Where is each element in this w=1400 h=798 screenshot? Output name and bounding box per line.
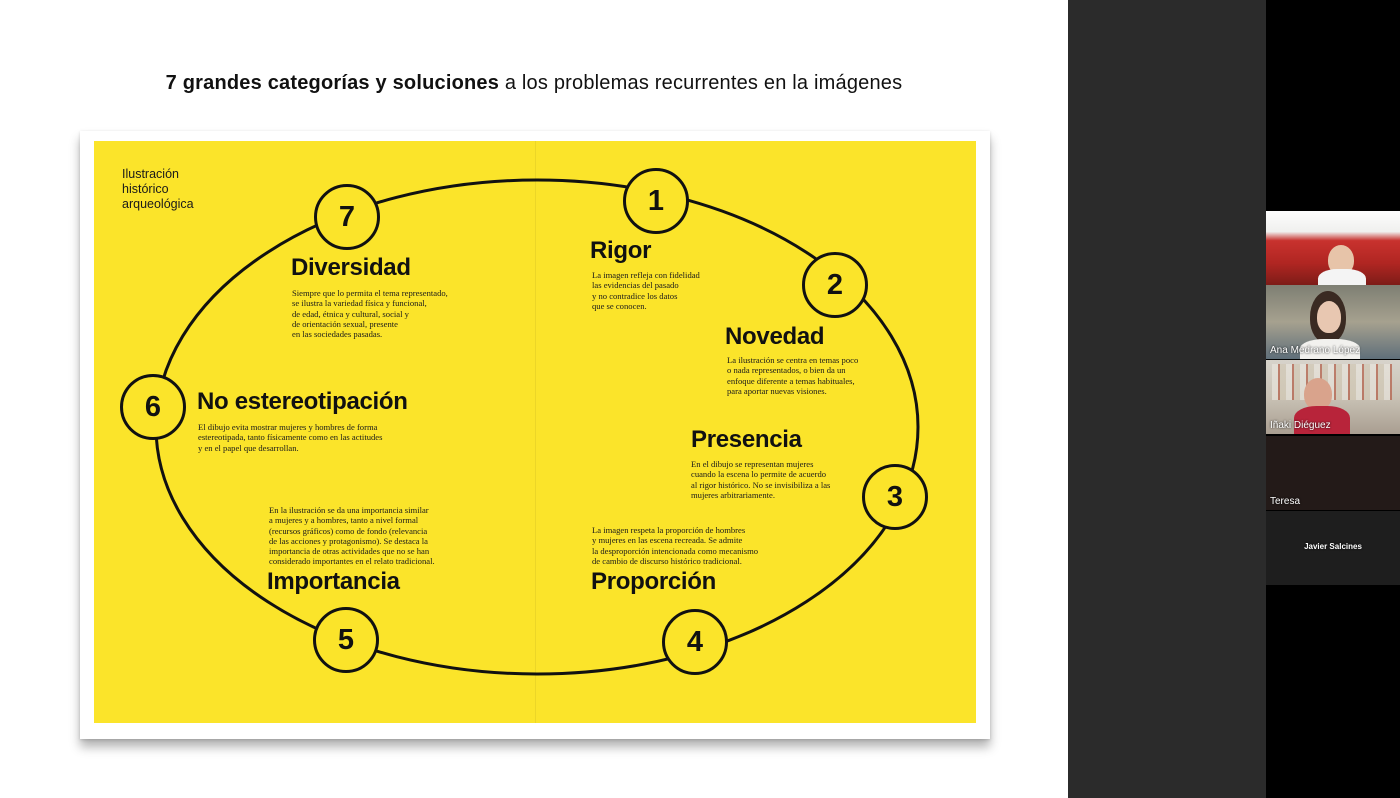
poster-tag: Ilustración histórico arqueológica — [122, 167, 194, 211]
category-desc-diversidad: Siempre que lo permita el tema representado, se ilustra la variedad física y funcional, de edad, étnica y cultural, social y de orientación sexual, presente en las sociedades pasadas. — [292, 288, 448, 340]
category-number-4: 4 — [662, 609, 728, 675]
poster-card — [80, 131, 990, 739]
category-number-6: 6 — [120, 374, 186, 440]
category-number-5: 5 — [313, 607, 379, 673]
category-title-importancia: Importancia — [267, 568, 400, 595]
participant-name: Javier Salcines — [1304, 542, 1362, 551]
category-number-1: 1 — [623, 168, 689, 234]
category-title-presencia: Presencia — [691, 426, 802, 453]
category-number-7: 7 — [314, 184, 380, 250]
category-title-rigor: Rigor — [590, 237, 652, 264]
poster — [94, 141, 976, 723]
slide-title-rest: a los problemas recurrentes en la imágenes — [499, 72, 903, 94]
participant-tile[interactable] — [1266, 360, 1400, 434]
slide-title-bold: 7 grandes categorías y soluciones — [165, 72, 500, 94]
category-title-proporcion: Proporción — [591, 568, 717, 595]
category-number-3: 3 — [862, 464, 928, 530]
category-desc-importancia: En la ilustración se da una importancia similar a mujeres y a hombres, tanto a nivel formal (recursos gráficos) como de fondo (relevancia de las acciones y protagonismo). Se destaca la importancia de otras actividades que no se han considerado importantes en el relato tradicional. — [269, 505, 435, 567]
category-desc-novedad: La ilustración se centra en temas poco o nada representados, o bien da un enfoque diferente a temas habituales, para aportar nuevas visiones. — [727, 355, 859, 396]
participant-tile[interactable] — [1266, 285, 1400, 359]
category-number-2: 2 — [802, 252, 868, 318]
category-desc-proporcion: La imagen respeta la proporción de hombres y mujeres en las escena recreada. Se admite la desproporción intencionada como mecanismo de cambio de discurso histórico tradicional. — [592, 525, 759, 566]
participant-name: Ana Medrano López — [1270, 345, 1361, 356]
participant-video — [1317, 301, 1341, 333]
category-desc-rigor: La imagen refleja con fidelidad las evidencias del pasado y no contradice los datos que se conocen. — [592, 270, 700, 311]
category-desc-presencia: En el dibujo se representan mujeres cuando la escena lo permite de acuerdo al rigor histórico. No se invisibiliza a las mujeres arbitrariamente. — [691, 459, 831, 500]
category-title-novedad: Novedad — [725, 323, 825, 350]
category-title-no-estereotipacion: No estereotipación — [197, 388, 408, 415]
bookshelf — [1272, 364, 1392, 400]
category-desc-no-estereotipacion: El dibujo evita mostrar mujeres y hombres de forma estereotipada, tanto físicamente como en las actitudes y en el papel que desarrollan. — [198, 422, 383, 453]
slide-title — [0, 72, 1068, 95]
category-title-diversidad: Diversidad — [291, 254, 411, 281]
participant-tile[interactable] — [1266, 211, 1400, 285]
screen-share-margin — [1068, 0, 1266, 798]
participant-name: Iñaki Diéguez — [1270, 420, 1331, 431]
participant-shirt — [1318, 269, 1366, 285]
participant-name: Teresa — [1270, 496, 1301, 507]
participant-tile[interactable] — [1266, 436, 1400, 510]
participant-tile[interactable] — [1266, 511, 1400, 585]
